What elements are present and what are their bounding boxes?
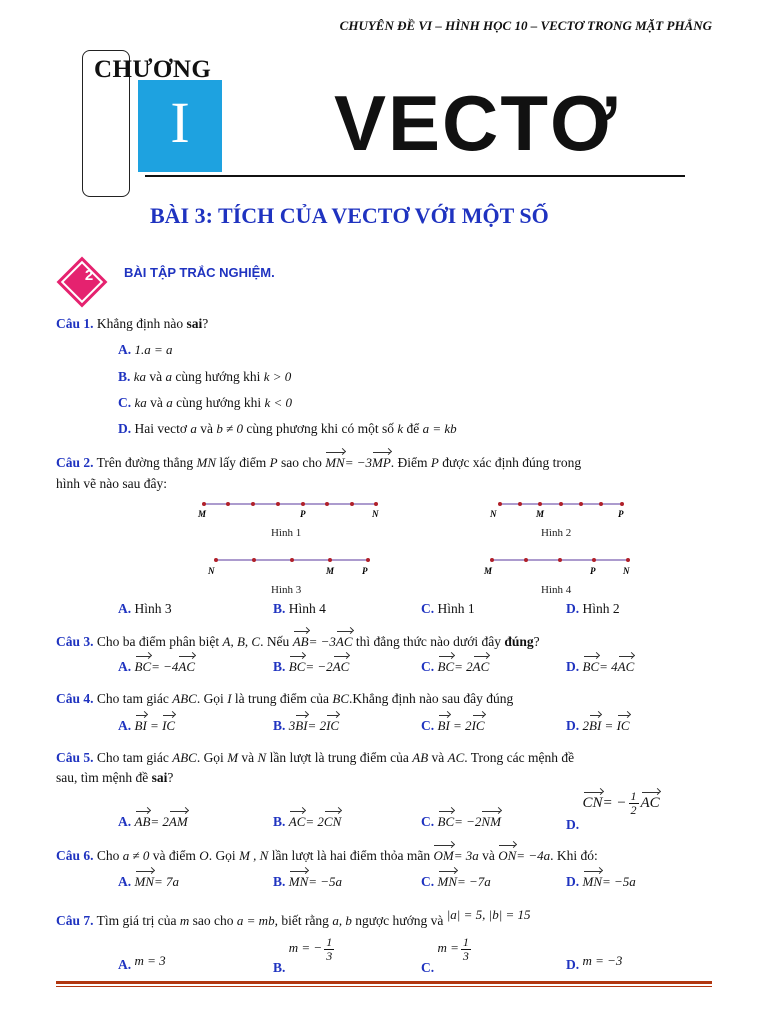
q1-option-a[interactable]	[118, 342, 173, 358]
figure-point	[374, 502, 378, 506]
question-label: Câu 7.	[56, 913, 94, 928]
option-expr: b ≠ 0	[216, 421, 244, 436]
q2-option-b[interactable]	[273, 601, 326, 617]
figure-point	[518, 502, 522, 506]
q1-option-d[interactable]	[118, 421, 457, 437]
vector: IC	[471, 718, 485, 733]
question-text: Cho ba điểm phân biệt	[96, 634, 220, 649]
question-expr: a ≠ 0	[122, 848, 150, 863]
question-1	[56, 316, 208, 332]
option-label: D.	[118, 421, 132, 436]
option-expr: k > 0	[263, 369, 292, 384]
question-label: Câu 5.	[56, 750, 94, 765]
option-text: cùng hướng khi	[175, 369, 261, 384]
fraction-denominator: 2	[630, 803, 637, 817]
chapter-label: CHƯƠNG	[94, 56, 212, 83]
vector: BI	[295, 718, 308, 733]
q5-option-c[interactable]	[421, 814, 501, 830]
question-expr: = −3	[344, 455, 372, 470]
fraction-numerator: 1	[326, 935, 333, 949]
vector: AC	[335, 634, 353, 649]
fig3-label-n: N	[208, 566, 215, 576]
figure-point	[202, 502, 206, 506]
option-text: và	[200, 421, 213, 436]
section-number: 2	[84, 267, 94, 284]
option-expr: = 2	[307, 718, 327, 733]
option-expr: 2	[582, 718, 589, 733]
figure-3	[202, 552, 382, 582]
option-label: B.	[273, 874, 286, 889]
q4-option-c[interactable]	[421, 718, 485, 734]
question-text: . Gọi	[208, 848, 236, 863]
question-text: Tìm giá trị của	[96, 913, 177, 928]
vector: BI	[134, 718, 147, 733]
chapter-number-box: I	[138, 80, 222, 172]
option-expr: a	[166, 395, 173, 410]
vector: MN	[134, 874, 154, 889]
option-label: C.	[421, 659, 435, 674]
question-3	[56, 634, 540, 650]
fig3-label-m: M	[326, 566, 335, 576]
footer-rule-thin	[56, 986, 712, 987]
option-expr: m = −	[288, 940, 323, 956]
fig4-label-p: P	[590, 566, 596, 576]
option-expr: = 2	[150, 814, 169, 829]
vector: AC	[288, 814, 306, 829]
question-expr: A, B, C	[222, 634, 261, 649]
figure-point	[524, 558, 528, 562]
option-expr: a	[165, 369, 173, 384]
question-end: ?	[202, 316, 209, 331]
question-keyword: sai	[186, 316, 203, 331]
option-label: D.	[566, 718, 580, 733]
vector: BC	[582, 659, 600, 674]
option-expr: = −7a	[457, 874, 491, 889]
figure-point	[325, 502, 329, 506]
question-text: Cho tam giác	[96, 750, 169, 765]
fig1-label-n: N	[372, 509, 379, 519]
fig1-caption: Hình 1	[271, 527, 302, 539]
figure-point	[559, 502, 563, 506]
figure-point	[538, 502, 542, 506]
vector: IC	[616, 718, 630, 733]
q4-option-a[interactable]	[118, 718, 175, 734]
vector: AC	[617, 659, 635, 674]
question-5	[56, 750, 574, 766]
option-text: cùng phương khi có một số	[246, 421, 394, 436]
vector: BC	[437, 659, 455, 674]
option-label: A.	[118, 659, 132, 674]
fraction-numerator: 1	[462, 935, 469, 949]
option-expr: m = 3	[134, 953, 166, 968]
question-expr: AC	[447, 750, 465, 765]
option-label: B.	[118, 369, 131, 384]
figure-4	[480, 552, 640, 582]
question-text: được xác định đúng trong	[442, 455, 582, 470]
option-label: A.	[118, 874, 132, 889]
fig2-label-n: N	[490, 509, 497, 519]
question-keyword: sai	[151, 770, 168, 785]
fig1-label-m: M	[198, 509, 207, 519]
question-text: . Gọi	[196, 750, 224, 765]
q5-option-b[interactable]	[273, 814, 341, 830]
question-5-line2	[56, 770, 173, 786]
q6-option-c[interactable]	[421, 874, 491, 890]
figure-point	[498, 502, 502, 506]
q2-option-d[interactable]	[566, 601, 620, 617]
figure-point	[620, 502, 624, 506]
question-text: là trung điểm của	[234, 691, 329, 706]
question-label: Câu 6.	[56, 848, 94, 863]
q3-option-a[interactable]	[118, 659, 195, 675]
question-expr: N	[257, 750, 267, 765]
option-label: D.	[566, 874, 580, 889]
figure-point	[328, 558, 332, 562]
option-expr: = −5a	[308, 874, 343, 889]
vector: IC	[326, 718, 340, 733]
option-text: và	[150, 395, 163, 410]
option-expr: = 4	[599, 659, 618, 674]
question-expr: I	[227, 691, 232, 706]
option-label: B.	[273, 960, 286, 976]
figure-point	[301, 502, 305, 506]
option-expr: = −5a	[602, 874, 636, 889]
fig3-caption: Hình 3	[271, 584, 302, 596]
figure-point	[252, 558, 256, 562]
option-label: A.	[118, 342, 132, 357]
vector: AC	[332, 659, 350, 674]
question-text: lấy điểm	[219, 455, 267, 470]
question-label: Câu 4.	[56, 691, 94, 706]
fig4-caption: Hình 4	[541, 584, 572, 596]
vector: MN	[582, 874, 602, 889]
question-text: Cho	[96, 848, 120, 863]
chapter-title: VECTƠ	[334, 79, 619, 167]
fig2-label-m: M	[536, 509, 545, 519]
question-expr: M	[227, 750, 239, 765]
option-expr: = 7a	[154, 874, 180, 889]
question-expr: P	[430, 455, 439, 470]
vector: CN	[582, 794, 603, 811]
option-text: Hai vectơ	[134, 421, 187, 436]
fig1-label-p: P	[300, 509, 306, 519]
figure-point	[366, 558, 370, 562]
option-expr: = −	[602, 794, 627, 811]
option-label: C.	[421, 601, 435, 616]
question-expr: = −3	[308, 634, 336, 649]
question-text: lần lượt là hai điểm thỏa mãn	[271, 848, 431, 863]
figure-point	[599, 502, 603, 506]
question-text: . Trong các mệnh đề	[464, 750, 575, 765]
option-label: B.	[273, 718, 286, 733]
option-expr: k < 0	[264, 395, 293, 410]
vector: OM	[433, 848, 454, 863]
q7-option-b[interactable]	[273, 935, 336, 976]
question-text: và	[482, 848, 495, 863]
vector: AB	[134, 814, 151, 829]
vector: AC	[640, 794, 660, 811]
option-expr: = −2	[454, 814, 482, 829]
question-expr: AB	[412, 750, 429, 765]
figure-point	[626, 558, 630, 562]
fraction-numerator: 1	[630, 789, 637, 803]
option-label: D.	[566, 957, 580, 972]
option-expr: =	[150, 718, 159, 733]
question-2	[56, 455, 581, 471]
q5-option-d[interactable]	[566, 789, 660, 832]
figure-point	[558, 558, 562, 562]
option-expr: ka	[133, 369, 147, 384]
option-label: C.	[118, 395, 132, 410]
option-label: C.	[421, 814, 435, 829]
fraction-denominator: 3	[326, 949, 333, 963]
figure-point	[592, 558, 596, 562]
question-text: lần lượt là trung điểm của	[269, 750, 409, 765]
question-2-line2: hình vẽ nào sau đây:	[56, 476, 167, 491]
fig4-label-n: N	[623, 566, 630, 576]
q6-option-d[interactable]	[566, 874, 636, 890]
option-text: Hình 3	[134, 601, 172, 616]
vector: MN	[325, 455, 345, 470]
option-text: và	[149, 369, 163, 384]
vector: ON	[498, 848, 517, 863]
vector: IC	[162, 718, 176, 733]
option-expr: = 2	[453, 718, 472, 733]
question-4	[56, 691, 513, 707]
option-expr: = 2	[454, 659, 473, 674]
vector: MN	[437, 874, 457, 889]
question-expr: BC	[332, 691, 349, 706]
option-text: Hình 4	[288, 601, 326, 616]
figure-point	[350, 502, 354, 506]
figure-point	[276, 502, 280, 506]
q7-option-c[interactable]	[421, 935, 473, 976]
option-label: D.	[566, 601, 580, 616]
figure-point	[290, 558, 294, 562]
question-text: sao cho	[280, 455, 322, 470]
figure-point	[226, 502, 230, 506]
question-end: ?	[533, 634, 540, 649]
q3-option-b[interactable]	[273, 659, 349, 675]
fig3-label-p: P	[362, 566, 368, 576]
option-label: C.	[421, 960, 435, 976]
title-rule	[145, 175, 685, 177]
question-expr: = −4a	[516, 848, 551, 863]
question-label: Câu 3.	[56, 634, 94, 649]
vector: BC	[288, 659, 306, 674]
question-text: và	[431, 750, 445, 765]
running-header: CHUYÊN ĐỀ VI – HÌNH HỌC 10 – VECTƠ TRONG MẶT PHẲNG	[339, 18, 712, 33]
option-label: A.	[118, 814, 132, 829]
fraction-denominator: 3	[462, 949, 469, 963]
question-text: thì đẳng thức nào dưới đây	[355, 634, 501, 649]
vector: BC	[437, 814, 455, 829]
vector: CN	[323, 814, 342, 829]
option-label: B.	[273, 659, 286, 674]
q6-option-b[interactable]	[273, 874, 342, 890]
vector: NM	[481, 814, 501, 829]
question-text: . Điểm	[390, 455, 428, 470]
q1-option-b[interactable]	[118, 369, 291, 385]
vector: AB	[292, 634, 309, 649]
option-expr: ka	[134, 395, 147, 410]
option-label: A.	[118, 718, 132, 733]
option-label: B.	[273, 814, 286, 829]
lesson-title: BÀI 3: TÍCH CỦA VECTƠ VỚI MỘT SỐ	[150, 203, 549, 228]
question-end: ?	[167, 770, 174, 785]
question-text: sao cho	[192, 913, 234, 928]
vector: AC	[178, 659, 196, 674]
question-text: Khẳng định nào	[96, 316, 184, 331]
question-text: . Khi đó:	[550, 848, 598, 863]
section-title: BÀI TẬP TRẮC NGHIỆM.	[124, 265, 275, 280]
question-text: .Khẳng định nào sau đây đúng	[349, 691, 514, 706]
option-expr: = −4	[151, 659, 179, 674]
question-text: Cho tam giác	[96, 691, 169, 706]
fig2-label-p: P	[618, 509, 624, 519]
figure-point	[251, 502, 255, 506]
option-label: A.	[118, 957, 132, 972]
option-label: A.	[118, 601, 132, 616]
question-text: . Nếu	[260, 634, 290, 649]
option-text: để	[406, 421, 420, 436]
q2-option-a[interactable]	[118, 601, 172, 617]
question-expr: MN	[196, 455, 216, 470]
vector: MN	[288, 874, 309, 889]
question-text: và	[241, 750, 255, 765]
question-expr: a = mb	[236, 913, 275, 928]
vector: AM	[168, 814, 188, 829]
question-label: Câu 1.	[56, 316, 94, 331]
figure-point	[490, 558, 494, 562]
question-expr: a, b	[332, 913, 352, 928]
option-expr: k	[397, 421, 404, 436]
question-7	[56, 907, 531, 929]
option-label: C.	[421, 874, 435, 889]
q4-option-b[interactable]	[273, 718, 339, 734]
option-expr: a	[190, 421, 197, 436]
fig2-caption: Hình 2	[541, 527, 572, 539]
q1-option-c[interactable]	[118, 395, 292, 411]
vector: BI	[437, 718, 450, 733]
option-label: D.	[566, 659, 580, 674]
option-expr: m =	[437, 940, 459, 956]
fig4-label-m: M	[484, 566, 493, 576]
option-expr: a = kb	[422, 421, 457, 436]
vector: BI	[589, 718, 602, 733]
option-text: cùng hướng khi	[176, 395, 262, 410]
option-text: Hình 2	[582, 601, 620, 616]
vector: AC	[472, 659, 490, 674]
figure-point	[579, 502, 583, 506]
figure-point	[214, 558, 218, 562]
q7-option-a[interactable]	[118, 953, 166, 973]
question-text: ngược hướng và	[355, 913, 444, 928]
question-expr: O	[199, 848, 209, 863]
option-expr: m = −3	[582, 953, 623, 968]
q7-option-d[interactable]	[566, 953, 623, 973]
vector: MP	[372, 455, 391, 470]
question-text: và điểm	[152, 848, 196, 863]
question-6	[56, 848, 598, 864]
question-text: sau, tìm mệnh đề	[56, 770, 149, 785]
vector: BC	[134, 659, 152, 674]
q5-option-a[interactable]	[118, 814, 188, 830]
question-text: . Gọi	[196, 691, 224, 706]
question-expr: ABC	[172, 750, 197, 765]
option-label: C.	[421, 718, 435, 733]
question-expr: m	[179, 913, 190, 928]
q6-option-a[interactable]	[118, 874, 179, 890]
question-keyword: đúng	[504, 634, 534, 649]
q3-option-c[interactable]	[421, 659, 489, 675]
q2-option-c[interactable]	[421, 601, 475, 617]
footer-rule	[56, 981, 712, 984]
question-expr: |a| = 5, |b| = 15	[446, 907, 531, 922]
option-expr: 3	[288, 718, 296, 733]
question-expr: M , N	[239, 848, 269, 863]
question-text: Trên đường thẳng	[96, 455, 194, 470]
q3-option-d[interactable]	[566, 659, 634, 675]
question-label: Câu 2.	[56, 455, 94, 470]
option-expr: =	[604, 718, 614, 733]
question-text: , biết rằng	[274, 913, 329, 928]
option-label: D.	[566, 816, 580, 832]
option-expr: = −2	[305, 659, 333, 674]
option-expr: 1.a = a	[134, 342, 173, 357]
q4-option-d[interactable]	[566, 718, 630, 734]
option-label: B.	[273, 601, 286, 616]
question-expr: = 3a	[453, 848, 479, 863]
option-text: Hình 1	[437, 601, 475, 616]
option-expr: = 2	[305, 814, 324, 829]
question-expr: P	[269, 455, 278, 470]
question-expr: ABC	[172, 691, 197, 706]
